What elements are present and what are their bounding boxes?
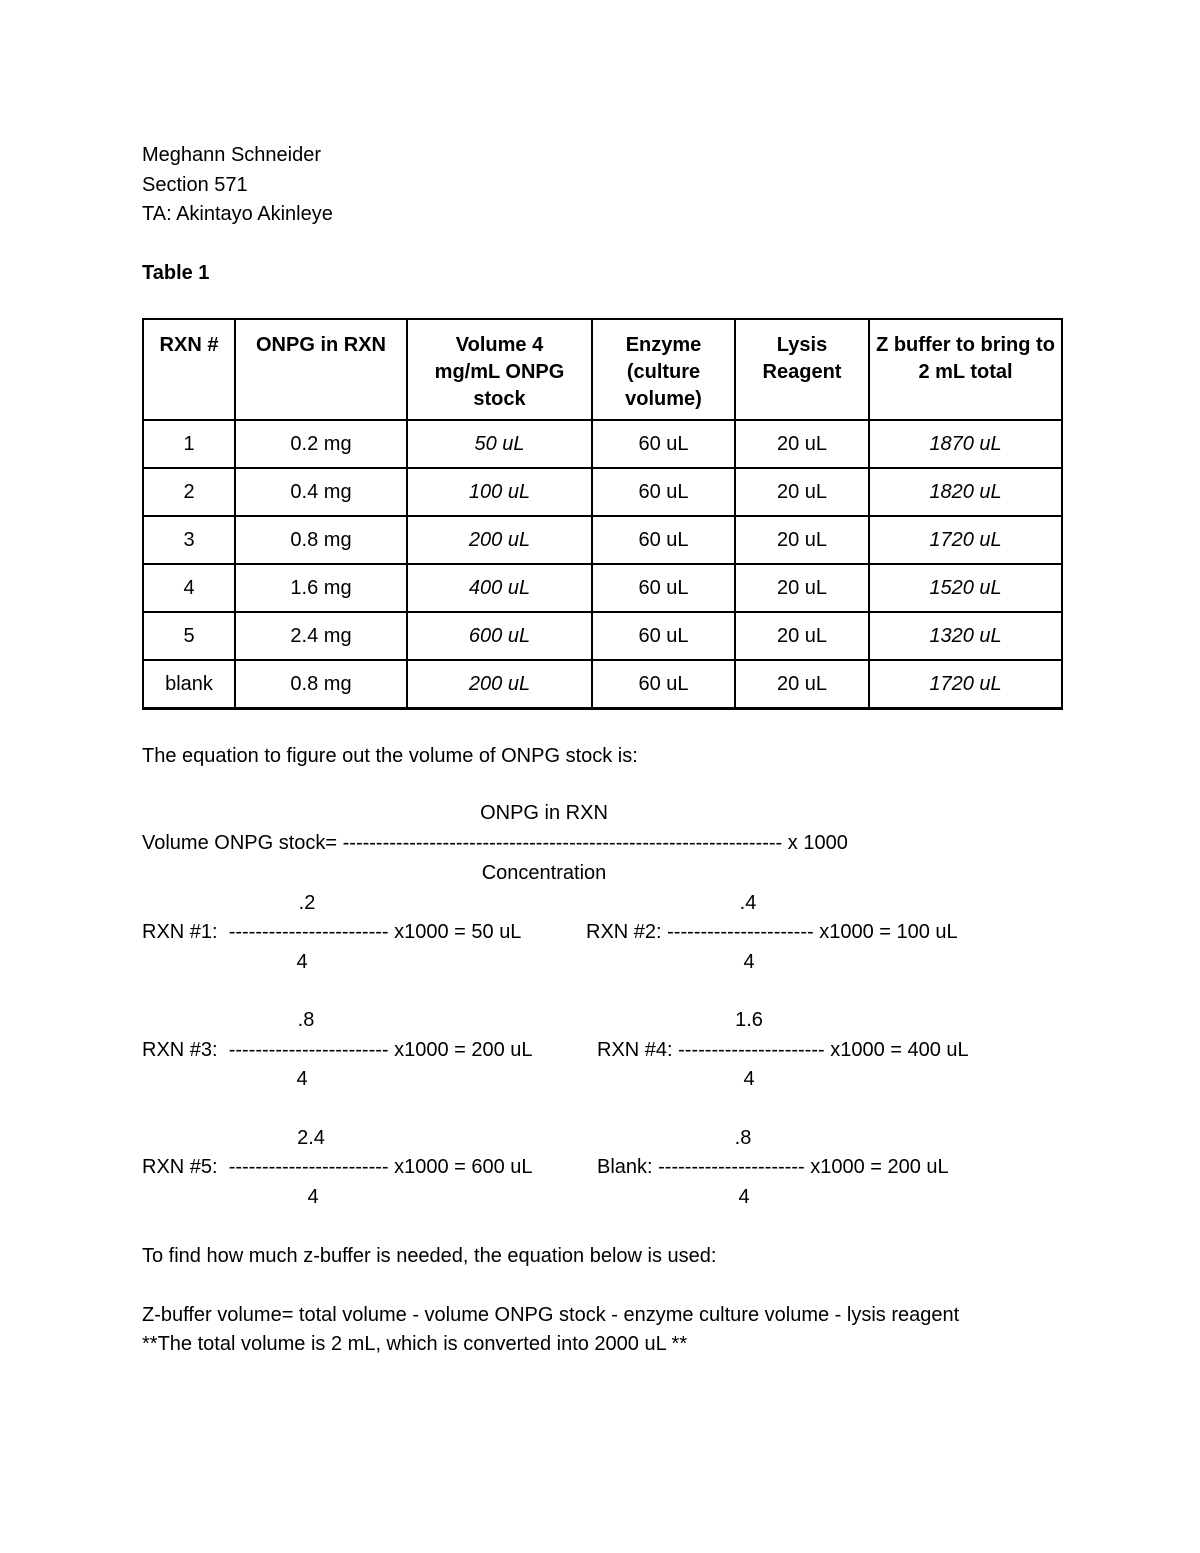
calc-line: RXN #4: ---------------------- x1000 = 400 uL xyxy=(597,1039,969,1061)
reaction-table xyxy=(142,318,1063,710)
general-numerator: ONPG in RXN xyxy=(480,802,608,824)
cell-lysis: 20 uL xyxy=(735,660,869,709)
calc-line: RXN #1: ------------------------ x1000 = 50 uL xyxy=(142,921,522,943)
calc-numerator: .4 xyxy=(739,892,757,914)
general-equation-line: Volume ONPG stock= ------------------------------------------------------------------ x 1000 xyxy=(142,832,848,854)
cell-lysis: 20 uL xyxy=(735,564,869,612)
cell-enzyme: 60 uL xyxy=(592,564,735,612)
author-name: Meghann Schneider xyxy=(142,144,322,166)
table-row xyxy=(143,516,1062,564)
calc-denominator: 4 xyxy=(296,951,308,973)
cell-rxn: 2 xyxy=(143,468,235,516)
calc-denominator: 4 xyxy=(307,1186,319,1208)
calc-denominator: 4 xyxy=(743,951,755,973)
ta-name: TA: Akintayo Akinleye xyxy=(142,203,333,225)
equation-intro: The equation to figure out the volume of ONPG stock is: xyxy=(142,745,638,767)
header-z-buffer: Z buffer to bring to 2 mL total xyxy=(869,319,1062,420)
header-volume-stock: Volume 4 mg/mL ONPG stock xyxy=(407,319,592,420)
calc-denominator: 4 xyxy=(738,1186,750,1208)
cell-zbuffer: 1320 uL xyxy=(869,612,1062,660)
table-row xyxy=(143,564,1062,612)
cell-zbuffer: 1720 uL xyxy=(869,660,1062,709)
general-denominator: Concentration xyxy=(481,862,607,884)
cell-rxn: 4 xyxy=(143,564,235,612)
calc-numerator: .2 xyxy=(298,892,316,914)
cell-lysis: 20 uL xyxy=(735,612,869,660)
cell-rxn: 3 xyxy=(143,516,235,564)
cell-lysis: 20 uL xyxy=(735,516,869,564)
cell-rxn: 5 xyxy=(143,612,235,660)
cell-rxn: 1 xyxy=(143,420,235,468)
calc-numerator: .8 xyxy=(734,1127,752,1149)
zbuffer-intro: To find how much z-buffer is needed, the equation below is used: xyxy=(142,1245,717,1267)
calc-numerator: 1.6 xyxy=(735,1009,763,1031)
calc-line: Blank: ---------------------- x1000 = 200 uL xyxy=(597,1156,949,1178)
table-row xyxy=(143,660,1062,709)
cell-volume: 600 uL xyxy=(407,612,592,660)
cell-onpg: 0.4 mg xyxy=(235,468,407,516)
cell-enzyme: 60 uL xyxy=(592,420,735,468)
calc-line: RXN #5: ------------------------ x1000 = 600 uL xyxy=(142,1156,533,1178)
cell-onpg: 1.6 mg xyxy=(235,564,407,612)
cell-zbuffer: 1720 uL xyxy=(869,516,1062,564)
calc-numerator: .8 xyxy=(297,1009,315,1031)
zbuffer-equation: Z-buffer volume= total volume - volume ONPG stock - enzyme culture volume - lysis reagent xyxy=(142,1304,960,1326)
cell-rxn: blank xyxy=(143,660,235,709)
table-title: Table 1 xyxy=(142,262,210,284)
calc-denominator: 4 xyxy=(743,1068,755,1090)
cell-volume: 100 uL xyxy=(407,468,592,516)
header-enzyme: Enzyme (culture volume) xyxy=(592,319,735,420)
header-onpg-in-rxn: ONPG in RXN xyxy=(235,319,407,420)
section-number: Section 571 xyxy=(142,174,248,196)
cell-volume: 400 uL xyxy=(407,564,592,612)
cell-zbuffer: 1820 uL xyxy=(869,468,1062,516)
cell-volume: 200 uL xyxy=(407,660,592,709)
cell-onpg: 0.8 mg xyxy=(235,516,407,564)
header-lysis-reagent: Lysis Reagent xyxy=(735,319,869,420)
zbuffer-note: **The total volume is 2 mL, which is converted into 2000 uL ** xyxy=(142,1333,688,1355)
table-row xyxy=(143,468,1062,516)
calc-denominator: 4 xyxy=(296,1068,308,1090)
cell-enzyme: 60 uL xyxy=(592,516,735,564)
table-row xyxy=(143,612,1062,660)
table-header-row xyxy=(143,319,1062,420)
calc-line: RXN #2: ---------------------- x1000 = 100 uL xyxy=(586,921,958,943)
header-rxn: RXN # xyxy=(143,319,235,420)
cell-onpg: 0.8 mg xyxy=(235,660,407,709)
cell-volume: 200 uL xyxy=(407,516,592,564)
cell-lysis: 20 uL xyxy=(735,468,869,516)
cell-onpg: 2.4 mg xyxy=(235,612,407,660)
cell-enzyme: 60 uL xyxy=(592,660,735,709)
cell-enzyme: 60 uL xyxy=(592,468,735,516)
cell-enzyme: 60 uL xyxy=(592,612,735,660)
cell-lysis: 20 uL xyxy=(735,420,869,468)
cell-onpg: 0.2 mg xyxy=(235,420,407,468)
cell-zbuffer: 1520 uL xyxy=(869,564,1062,612)
calc-line: RXN #3: ------------------------ x1000 = 200 uL xyxy=(142,1039,533,1061)
calc-numerator: 2.4 xyxy=(297,1127,325,1149)
table-row xyxy=(143,420,1062,468)
cell-zbuffer: 1870 uL xyxy=(869,420,1062,468)
cell-volume: 50 uL xyxy=(407,420,592,468)
